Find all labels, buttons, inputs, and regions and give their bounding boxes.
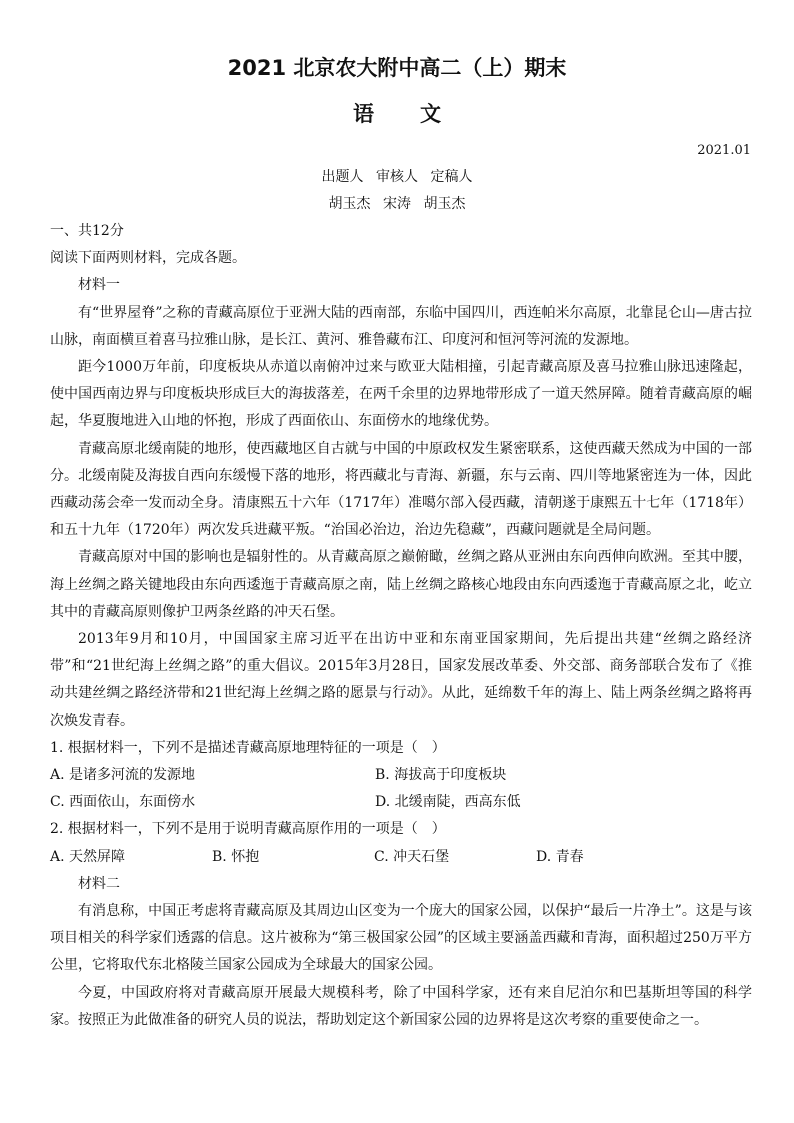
option-c: C. 西面依山，东面傍水	[50, 794, 196, 811]
material-label: 材料二	[78, 875, 120, 892]
material-paragraph: 2013年9月和10月，中国国家主席习近平在出访中亚和东南亚国家期间，先后提出共建“丝绸之路经济带”和“21世纪海上丝绸之路”的重大倡议。2015年3月28日，国家发展改革委、外交部、商务部联合发布了《推动共建丝绸之路经济带和21世纪海上丝绸之路的愿景与行动》。从此，延绵数千年的海上、陆上两条丝绸之路将再次焕发青春。	[50, 631, 752, 729]
exam-content	[50, 218, 752, 1034]
staff-name: 胡玉杰	[328, 196, 371, 212]
option-b: B. 怀抱	[212, 848, 260, 865]
option-d: D. 青春	[536, 848, 584, 865]
question-options	[50, 762, 752, 789]
option-a: A. 天然屏障	[50, 848, 126, 865]
staff-name: 宋涛	[383, 196, 411, 212]
material-paragraph: 距今1000万年前，印度板块从赤道以南俯冲过来与欧亚大陆相撞，引起青藏高原及喜马拉雅山脉迅速隆起，使中国西南边界与印度板块形成巨大的海拔落差，在两千余里的边界地带形成了一道天然屏障。随着青藏高原的崛起，华夏腹地进入山地的怀抱，形成了西面依山、东面傍水的地缘优势。	[50, 359, 752, 430]
material-paragraph: 有“世界屋脊”之称的青藏高原位于亚洲大陆的西南部，东临中国四川，西连帕米尔高原，北靠昆仑山—唐古拉山脉，南面横亘着喜马拉雅山脉，是长江、黄河、雅鲁藏布江、印度河和恒河等河流的发源地。	[50, 304, 752, 348]
staff-names	[0, 193, 794, 213]
exam-title: 2021 北京农大附中高二（上）期末	[227, 56, 567, 80]
material-paragraph: 青藏高原北缓南陡的地形，使西藏地区自古就与中国的中原政权发生紧密联系，这使西藏天然成为中国的一部分。北缓南陡及海拔自西向东缓慢下落的地形，将西藏北与青海、新疆，东与云南、四川等地紧密连为一体，因此西藏动荡会牵一发而动全身。清康熙五十六年（1717年）准噶尔部入侵西藏，清朝遂于康熙五十七年（1718年）和五十九年（1720年）两次发兵进藏平叛。“治国必治边，治边先稳藏”，西藏问题就是全局问题。	[50, 440, 752, 539]
option-b: B. 海拔高于印度板块	[375, 767, 507, 784]
option-c: C. 冲天石堡	[374, 848, 450, 865]
staff-role: 定稿人	[430, 169, 473, 185]
staff-role: 审核人	[376, 169, 418, 185]
staff-name: 胡玉杰	[423, 196, 466, 212]
option-d: D. 北缓南陡，西高东低	[375, 794, 521, 811]
subject-char: 语	[353, 102, 374, 126]
subject-char: 文	[420, 102, 441, 126]
material-paragraph: 今夏，中国政府将对青藏高原开展最大规模科考，除了中国科学家，还有来自尼泊尔和巴基斯坦等国的科学家。按照正为此做准备的研究人员的说法，帮助划定这个新国家公园的边界将是这次考察的重要使命之一。	[50, 984, 752, 1028]
section-heading: 一、共12分	[50, 223, 124, 239]
exam-date: 2021.01	[697, 143, 751, 158]
section-instruction: 阅读下面两则材料，完成各题。	[50, 250, 246, 267]
subject-title	[0, 98, 794, 128]
question-stem: 1. 根据材料一，下列不是描述青藏高原地理特征的一项是（ ）	[50, 739, 446, 756]
material-label: 材料一	[78, 277, 120, 294]
option-a: A. 是诸多河流的发源地	[50, 767, 196, 784]
staff-role: 出题人	[321, 169, 364, 185]
question-stem: 2. 根据材料一，下列不是用于说明青藏高原作用的一项是（ ）	[50, 821, 446, 838]
material-paragraph: 青藏高原对中国的影响也是辐射性的。从青藏高原之巅俯瞰，丝绸之路从亚洲由东向西伸向欧洲。至其中腰，海上丝绸之路关键地段由东向西逶迤于青藏高原之南，陆上丝绸之路核心地段由东向西逶迤于青藏高原之北，屹立其中的青藏高原则像护卫两条丝路的冲天石堡。	[50, 549, 752, 620]
question-options	[50, 844, 752, 871]
material-paragraph: 有消息称，中国正考虑将青藏高原及其周边山区变为一个庞大的国家公园，以保护“最后一片净土”。这是与该项目相关的科学家们透露的信息。这片被称为“第三极国家公园”的区域主要涵盖西藏和青海，面积超过250万平方公里，它将取代东北格陵兰国家公园成为全球最大的国家公园。	[50, 903, 752, 974]
staff-roles	[0, 166, 794, 186]
question-options	[50, 789, 752, 816]
